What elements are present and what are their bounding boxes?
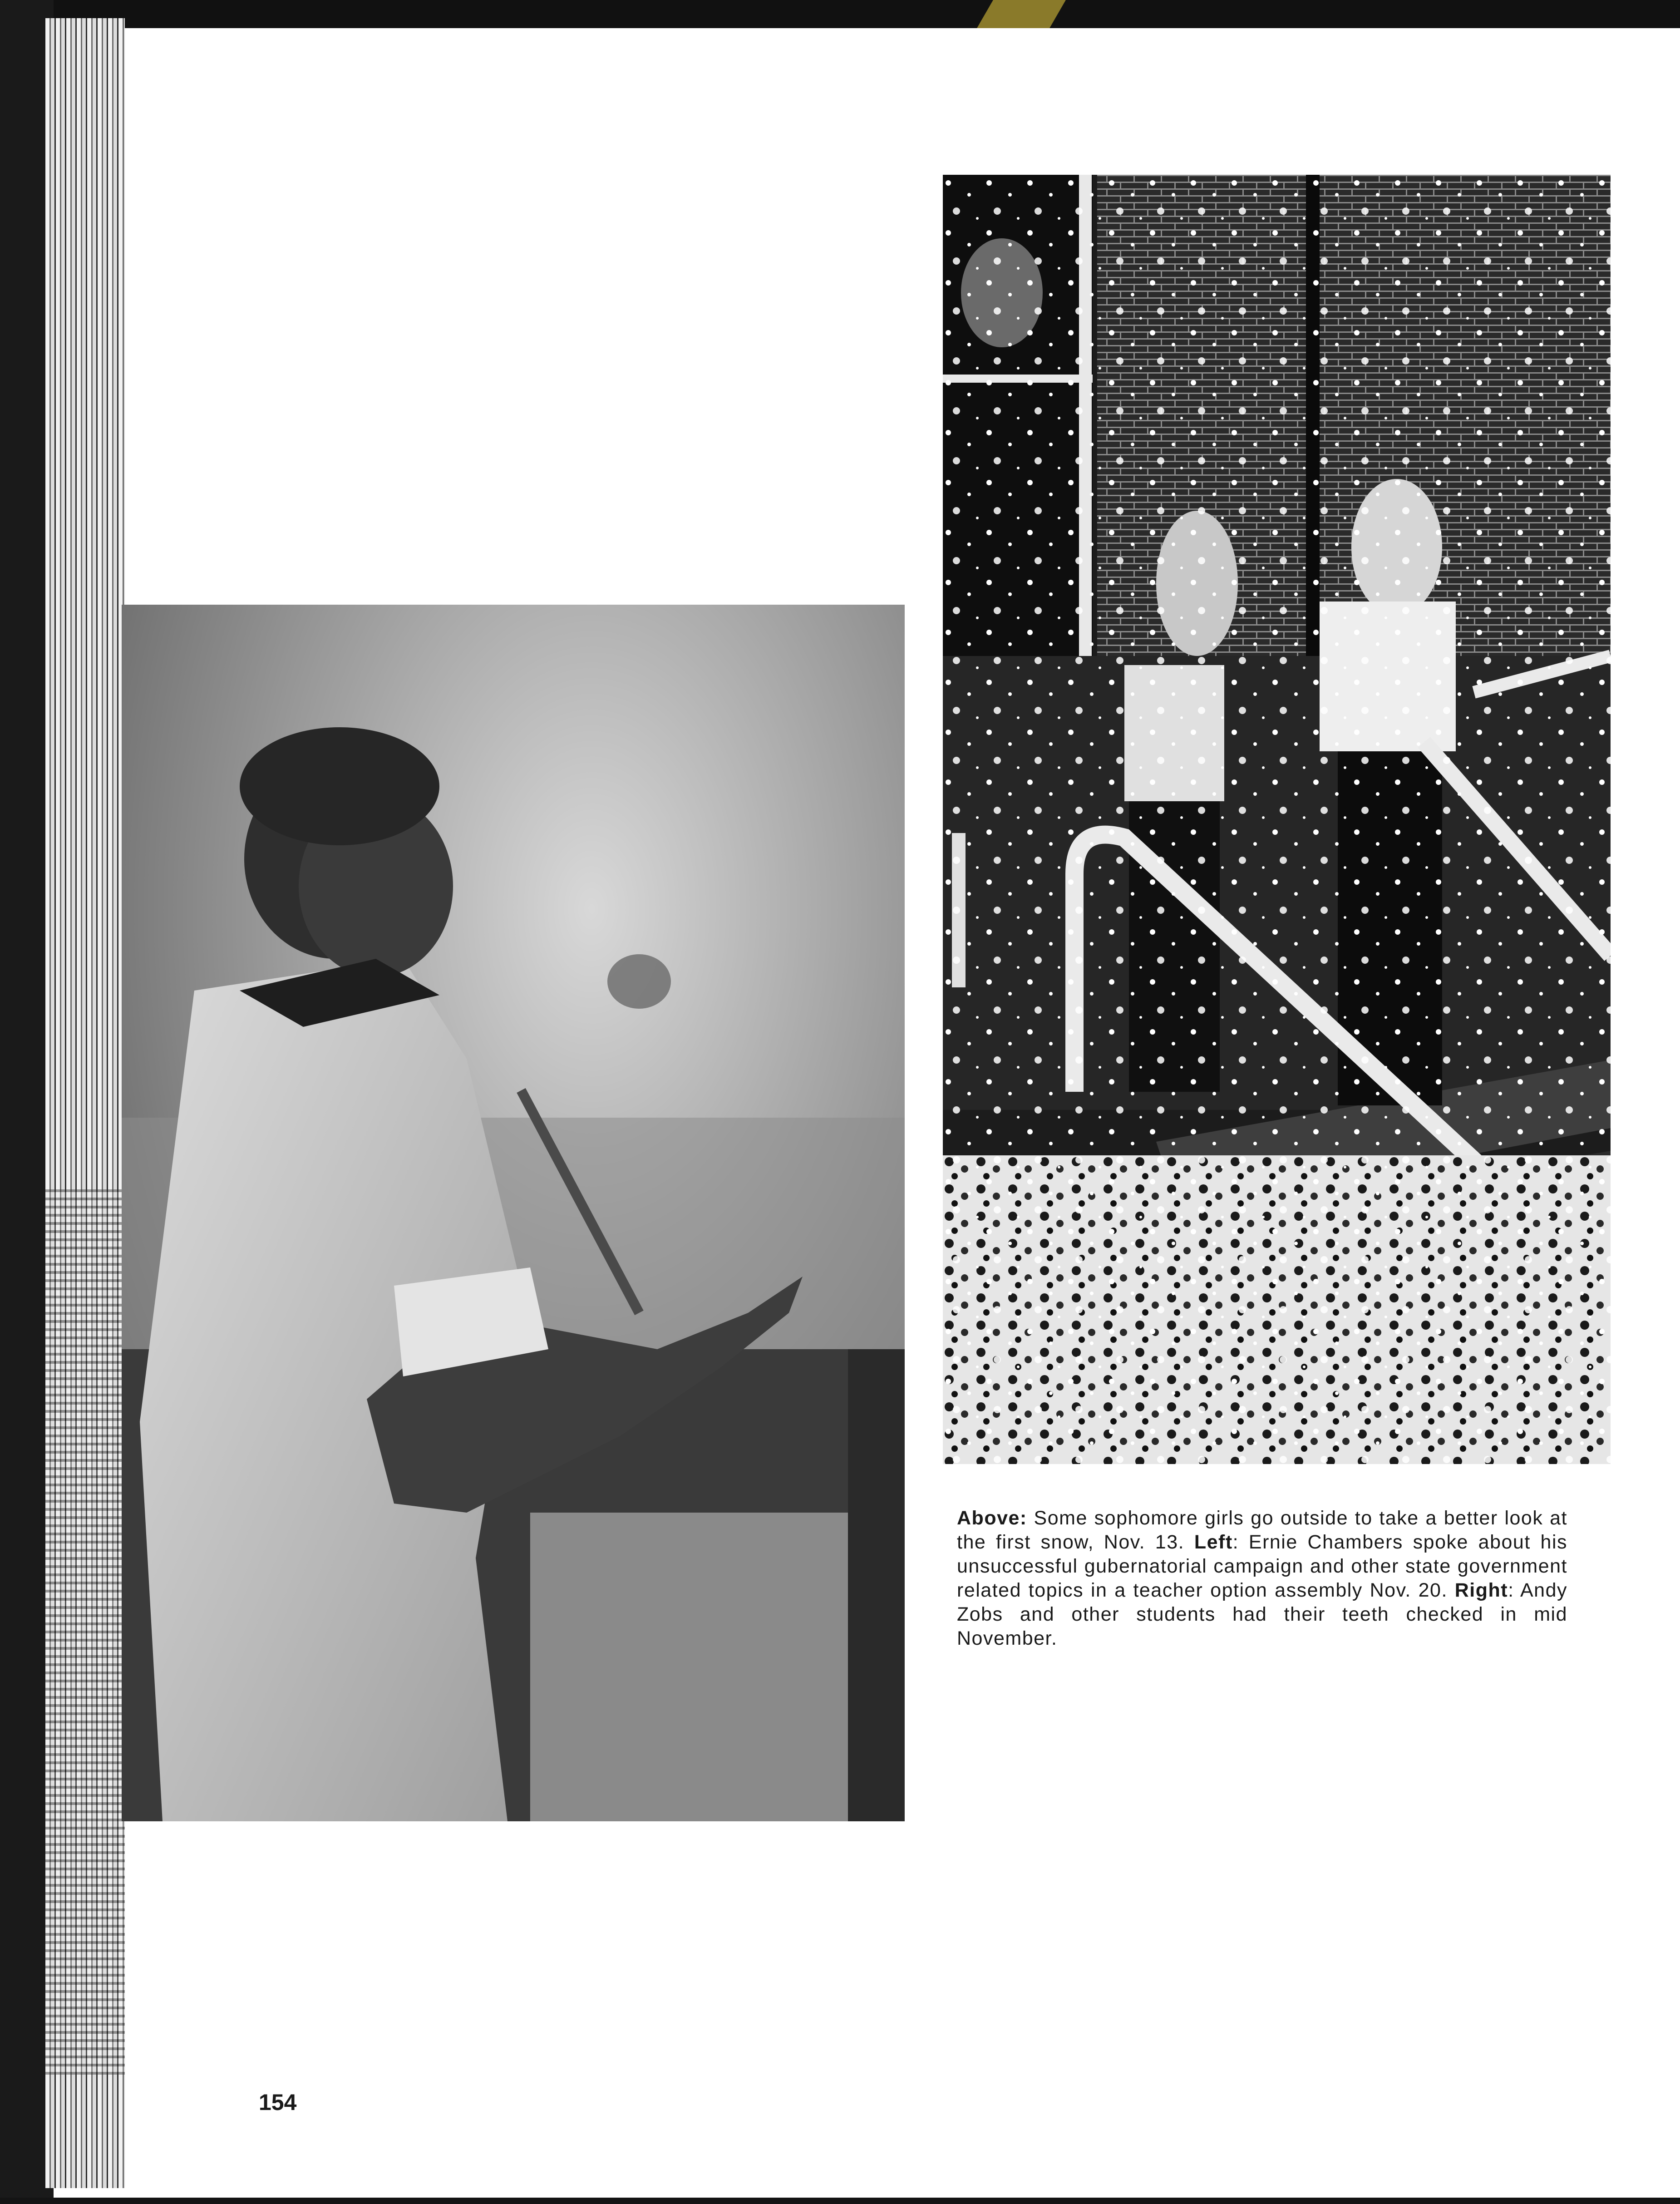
speaker-photo — [122, 605, 905, 1821]
scan-bottom-edge — [0, 2198, 1680, 2204]
caption-above-label: Above: — [957, 1507, 1027, 1529]
page-marker-tab — [977, 0, 1066, 28]
page-stack-edge — [45, 18, 125, 2188]
page-edge-band — [45, 1189, 125, 2075]
scan-top-edge — [0, 0, 1680, 28]
snow-photo — [943, 175, 1611, 1464]
caption-right-label: Right — [1454, 1579, 1508, 1601]
caption-right-text: : Andy Zobs and other students had their teeth checked in mid November. — [957, 1579, 1567, 1649]
photo-caption — [957, 1506, 1567, 1651]
caption-above-text: Some sophomore girls go outside to take a better look at the first snow, Nov. 13. — [957, 1507, 1567, 1553]
page-number: 154 — [259, 2090, 297, 2115]
caption-left-text: : Ernie Chambers spoke about his unsuccessful gubernatorial campaign and other state government related topics in a teacher option assembly Nov. 20. — [957, 1531, 1568, 1601]
caption-left-label: Left — [1194, 1531, 1233, 1553]
